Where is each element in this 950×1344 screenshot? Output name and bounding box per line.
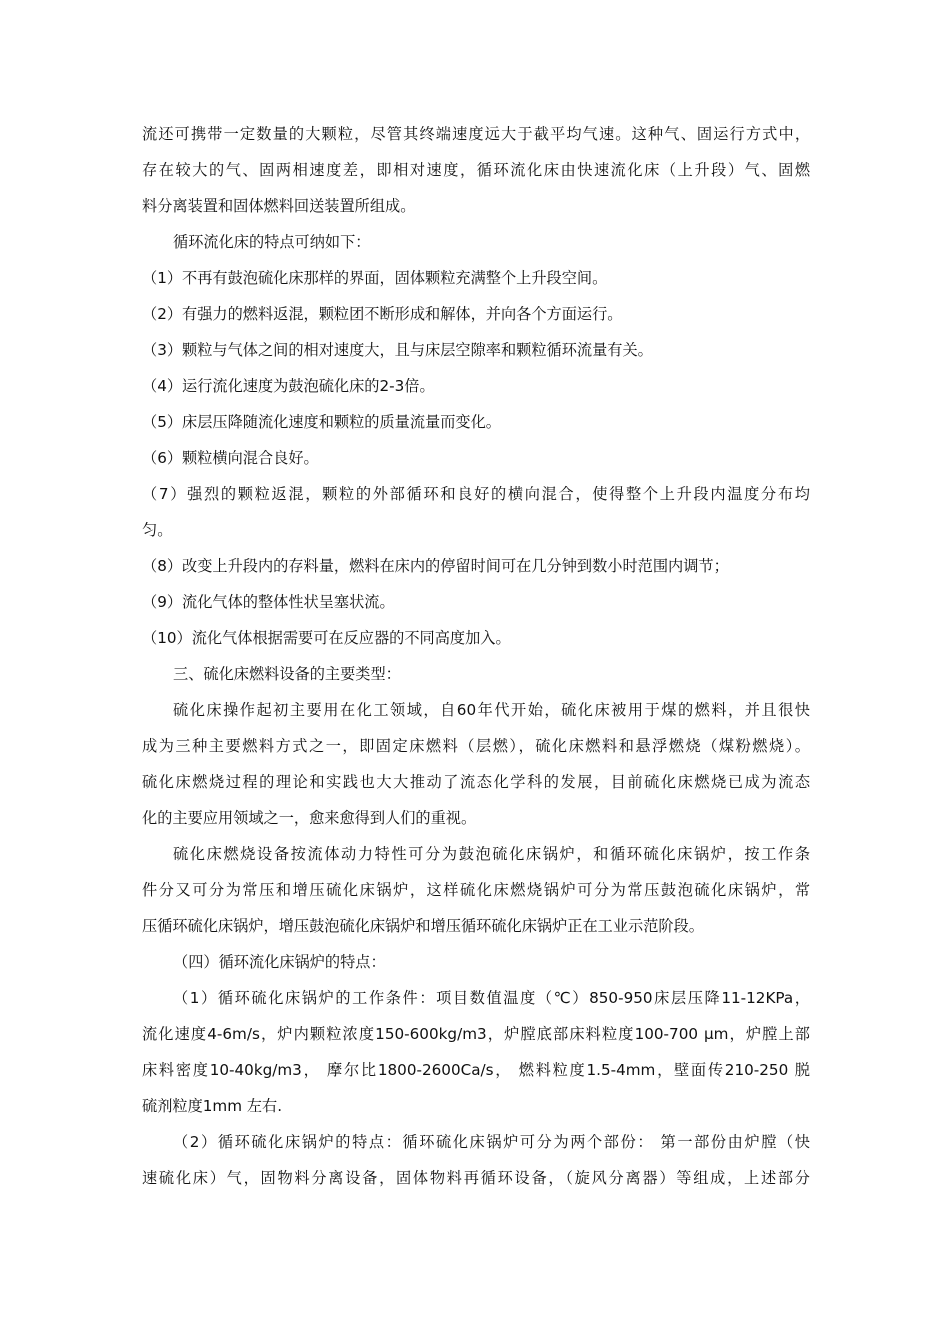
text-line: 硫化床燃烧设备按流体动力特性可分为鼓泡硫化床锅炉，和循环硫化床锅炉，按工作条 [173,845,810,863]
text-line: 压循环硫化床锅炉，增压鼓泡硫化床锅炉和增压循环硫化床锅炉正在工业示范阶段。 [142,917,704,935]
section-heading: 三、硫化床燃料设备的主要类型： [173,665,401,683]
list-item: （3）颗粒与气体之间的相对速度大，且与床层空隙率和颗粒循环流量有关。 [142,341,653,359]
text-line: 件分又可分为常压和增压硫化床锅炉，这样硫化床燃烧锅炉可分为常压鼓泡硫化床锅炉，常 [142,881,810,899]
section-intro: 循环流化床的特点可纳如下： [173,233,371,251]
text-line: 流还可携带一定数量的大颗粒，尽管其终端速度远大于截平均气速。这种气、固运行方式中， [142,125,810,143]
list-item: （7）强烈的颗粒返混，颗粒的外部循环和良好的横向混合，使得整个上升段内温度分布均 [142,485,810,503]
text-line: 存在较大的气、固两相速度差，即相对速度，循环流化床由快速流化床（上升段）气、固燃 [142,161,810,179]
text-line: 化的主要应用领域之一，愈来愈得到人们的重视。 [142,809,477,827]
section-heading: （四）循环流化床锅炉的特点： [173,953,386,971]
text-line: 硫化床燃烧过程的理论和实践也大大推动了流态化学科的发展，目前硫化床燃烧已成为流态 [142,773,810,791]
list-item: （2）有强力的燃料返混，颗粒团不断形成和解体，并向各个方面运行。 [142,305,623,323]
list-item: （10）流化气体根据需要可在反应器的不同高度加入。 [142,629,511,647]
list-item-continuation: 匀。 [142,521,173,539]
text-line: 硫化床操作起初主要用在化工领域，自60年代开始，硫化床被用于煤的燃料，并且很快 [173,701,810,719]
list-item: （8）改变上升段内的存料量，燃料在床内的停留时间可在几分钟到数小时范围内调节； [142,557,729,575]
list-item: （9）流化气体的整体性状呈塞状流。 [142,593,395,611]
list-item: （1）不再有鼓泡硫化床那样的界面，固体颗粒充满整个上升段空间。 [142,269,608,287]
text-line: 成为三种主要燃料方式之一，即固定床燃料（层燃），硫化床燃料和悬浮燃烧（煤粉燃烧）。 [142,737,810,755]
text-line: 速硫化床）气，固物料分离设备，固体物料再循环设备，（旋风分离器）等组成，上述部分 [142,1169,810,1187]
text-line: （1）循环硫化床锅炉的工作条件：项目数值温度（℃）850-950床层压降11-12KPa， [173,989,810,1007]
text-line: 料分离装置和固体燃料回送装置所组成。 [142,197,416,215]
list-item: （4）运行流化速度为鼓泡硫化床的2-3倍。 [142,377,435,395]
list-item: （6）颗粒横向混合良好。 [142,449,319,467]
text-line: 硫剂粒度1mm 左右. [142,1097,283,1115]
list-item: （5）床层压降随流化速度和颗粒的质量流量而变化。 [142,413,501,431]
text-line: 流化速度4-6m/s，炉内颗粒浓度150-600kg/m3，炉膛底部床料粒度100-700 μm，炉膛上部 [142,1025,810,1043]
text-line: 床料密度10-40kg/m3， 摩尔比1800-2600Ca/s， 燃料粒度1.5-4mm，壁面传210-250 脱 [142,1061,810,1079]
text-line: （2）循环硫化床锅炉的特点：循环硫化床锅炉可分为两个部份： 第一部份由炉膛（快 [173,1133,810,1151]
